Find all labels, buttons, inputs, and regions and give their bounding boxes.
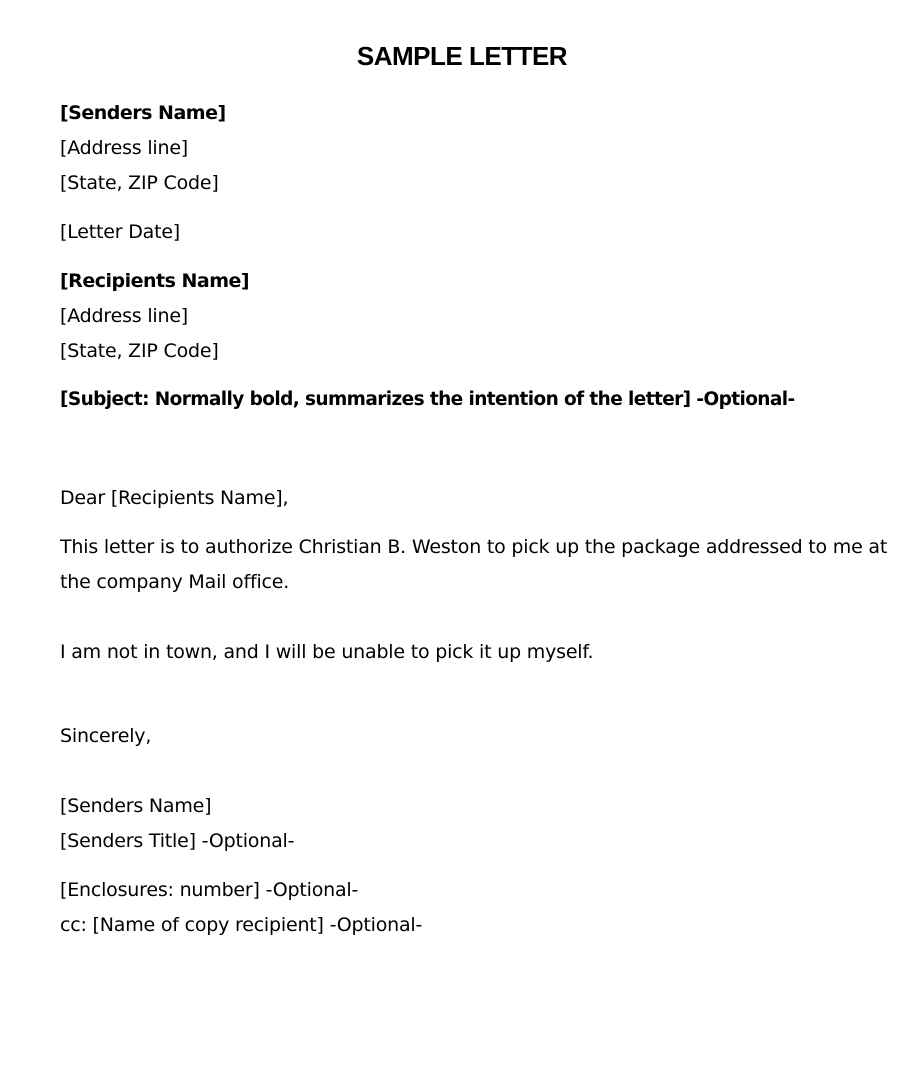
subject-line: [Subject: Normally bold, summarizes the intention of the letter] -Optional- (60, 389, 795, 410)
salutation: Dear [Recipients Name], (60, 487, 289, 509)
signature-name: [Senders Name] (60, 795, 212, 817)
enclosures: [Enclosures: number] -Optional- (60, 879, 359, 901)
recipient-address: [Address line] (60, 305, 189, 327)
recipient-state-zip: [State, ZIP Code] (60, 340, 219, 362)
letter-date: [Letter Date] (60, 221, 181, 243)
cc-line: cc: [Name of copy recipient] -Optional- (60, 914, 423, 936)
body-paragraph-1-line-1: This letter is to authorize Christian B. Weston to pick up the package addressed to me at (60, 536, 888, 558)
sender-name: [Senders Name] (60, 102, 226, 124)
sender-address: [Address line] (60, 137, 189, 159)
recipient-name: [Recipients Name] (60, 270, 250, 292)
signature-title: [Senders Title] -Optional- (60, 830, 295, 852)
sender-state-zip: [State, ZIP Code] (60, 172, 219, 194)
body-paragraph-1-line-2: the company Mail office. (60, 571, 290, 593)
page-title: SAMPLE LETTER (356, 41, 568, 71)
body-paragraph-2: I am not in town, and I will be unable to pick it up myself. (60, 641, 594, 663)
closing: Sincerely, (60, 725, 152, 747)
